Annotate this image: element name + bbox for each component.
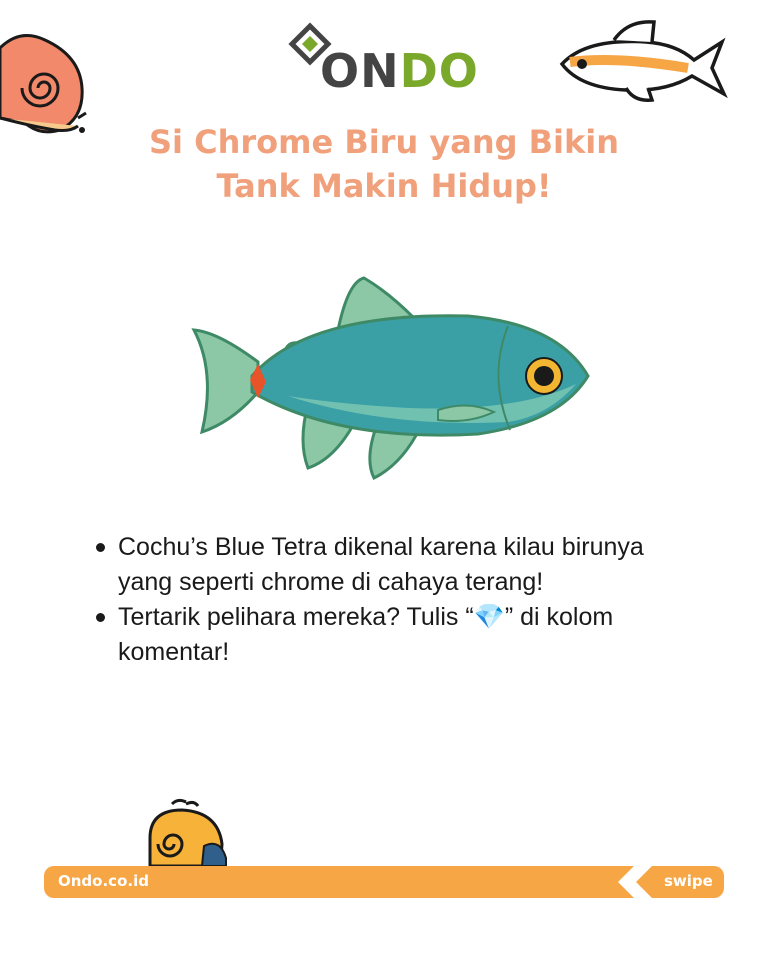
- brand-wordmark: [320, 44, 479, 98]
- neon-tetra-fish-icon: [556, 20, 728, 102]
- gem-emoji: 💎: [473, 603, 505, 631]
- brand-part-on: ON: [320, 44, 400, 98]
- title-line-1: Si Chrome Biru yang Bikin: [148, 123, 620, 161]
- swipe-button[interactable]: swipe: [664, 872, 713, 890]
- bullet-text-2-after: ” di kolom komentar!: [118, 603, 614, 666]
- info-bullet-list: [96, 530, 696, 670]
- title-line-2: Tank Makin Hidup!: [216, 167, 552, 205]
- bullet-text-1: Cochu’s Blue Tetra dikenal karena kilau birunya yang seperti chrome di cahaya terang!: [118, 533, 644, 596]
- snail-bottom-icon: [142, 798, 232, 868]
- blue-tetra-fish-illustration: [188, 272, 598, 487]
- bullet-item-2: [96, 600, 696, 670]
- bullet-item-1: [96, 530, 696, 600]
- page-title: [0, 120, 768, 208]
- brand-part-do: DO: [399, 44, 479, 98]
- site-link[interactable]: Ondo.co.id: [58, 872, 149, 890]
- ondo-logo: [288, 22, 488, 102]
- chevron-left-icon: [608, 866, 652, 898]
- bullet-text-2-before: Tertarik pelihara mereka? Tulis “: [118, 603, 474, 631]
